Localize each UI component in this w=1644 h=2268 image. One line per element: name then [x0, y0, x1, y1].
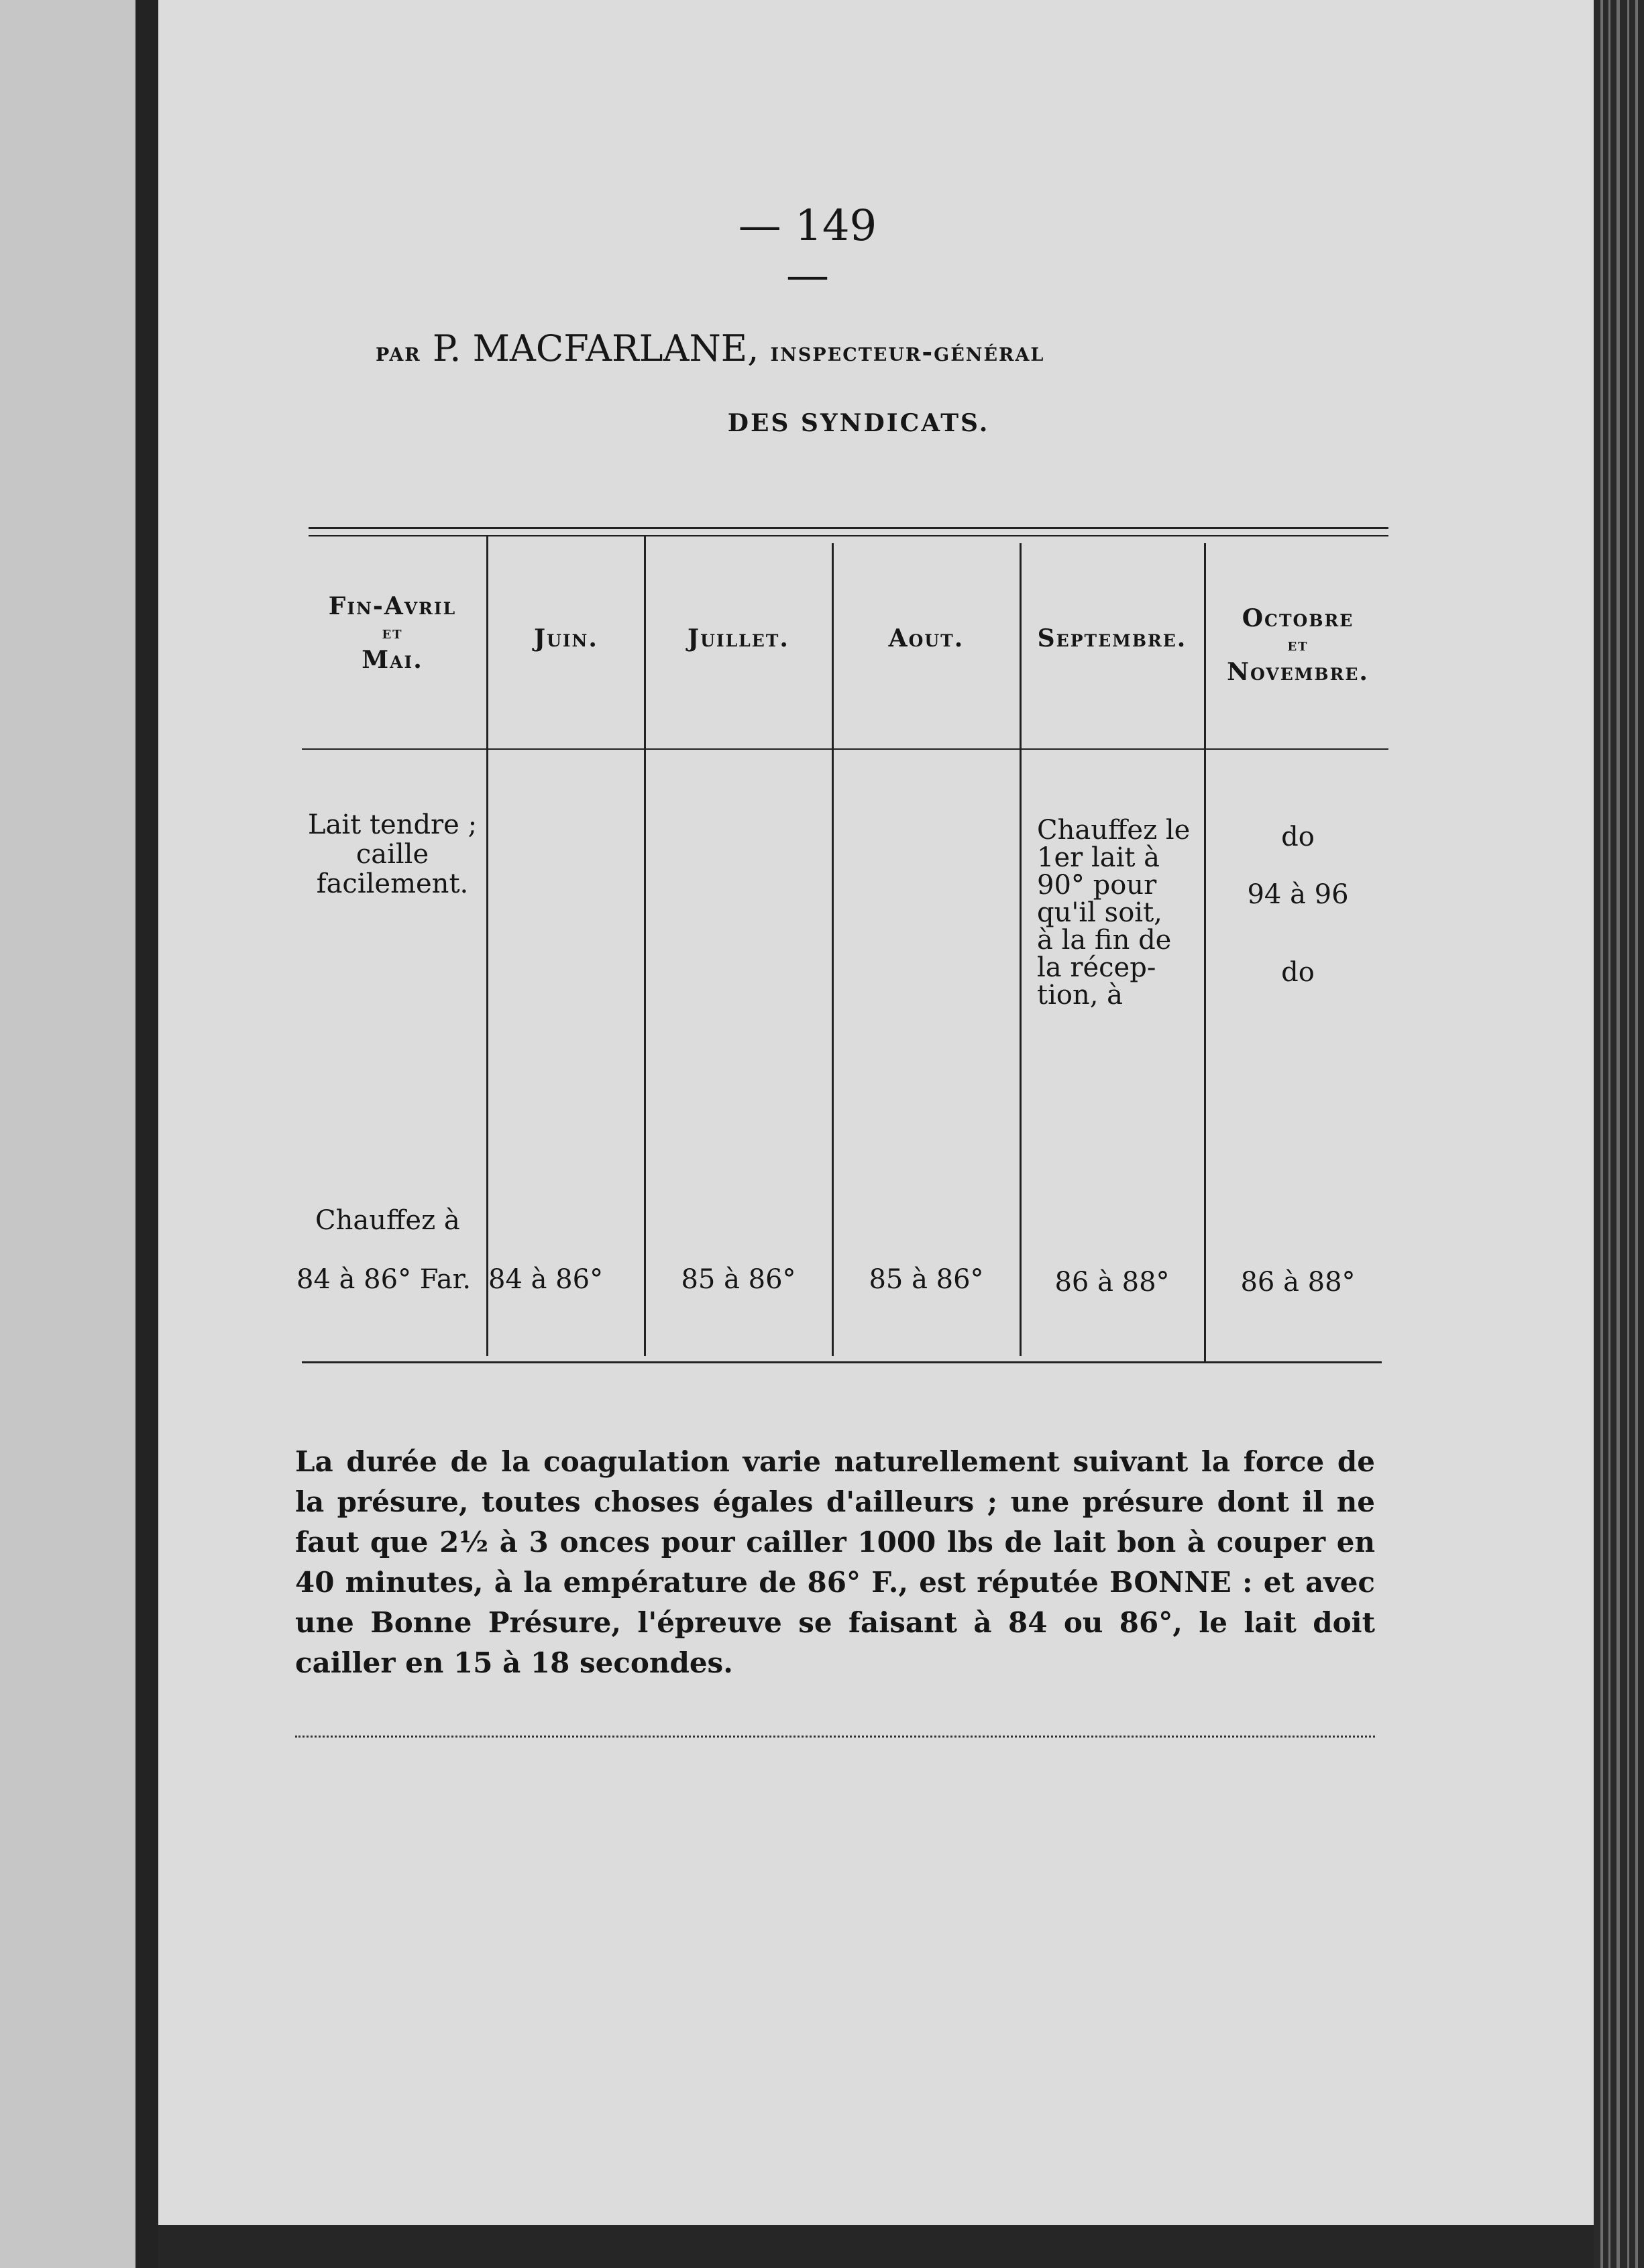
column-divider [644, 536, 646, 1356]
temperature-aout: 85 à 86° [869, 1264, 984, 1295]
temperature-septembre: 86 à 88° [1054, 1267, 1170, 1298]
column-divider [486, 536, 488, 1356]
coagulation-paragraph: La durée de la coagulation varie naturellement suivant la force de la présure, toutes choses égales d'ailleurs ; une présure dont il ne faut que 2½ à 3 onces pour cailler 1000 lbs de lait bon à couper en 40 minutes, à la empérature de 86° F., est réputée BONNE : et avec une Bonne Présure, l'épreuve se faisant à 84 ou 86°, le lait doit cailler en 15 à 18 secondes. [295, 1445, 1375, 1679]
oct-nov-value-94-96: 94 à 96 [1247, 879, 1349, 910]
page-number: — 149 — [738, 201, 877, 300]
left-page-edge [0, 0, 135, 2268]
bottom-rule [295, 1736, 1375, 1738]
row-label-lait-tendre: Lait tendre ; caille facilement. [307, 809, 478, 899]
temperature-oct-nov: 86 à 88° [1240, 1267, 1356, 1298]
header-fin-avril-mai: Fin-Avril et Mai. [328, 592, 457, 674]
table-top-rule [309, 527, 1388, 529]
subtitle: DES SYNDICATS. [727, 409, 990, 437]
book-gutter [135, 0, 158, 2268]
right-page-stack [1594, 0, 1644, 2268]
temperature-juillet: 85 à 86° [681, 1264, 796, 1295]
september-note: Chauffez le 1er lait à 90° pour qu'il soit, à la fin de la récep- tion, à [1037, 815, 1191, 1011]
header-rule [302, 748, 1388, 750]
temperature-fin-avril-mai: 84 à 86° Far. [296, 1264, 472, 1295]
column-divider [1020, 543, 1022, 1356]
header-octobre-novembre: Octobre et Novembre. [1227, 604, 1369, 686]
bottom-book-edge [158, 2225, 1594, 2268]
header-juillet: Juillet. [688, 624, 789, 653]
oct-nov-value-do: do [1281, 821, 1315, 852]
column-divider [832, 543, 834, 1356]
author-prefix: par [376, 337, 421, 367]
author-line [376, 327, 1315, 370]
chauffez-label: Chauffez à [315, 1205, 460, 1236]
table-top-rule-second [309, 535, 1388, 536]
temperature-juin: 84 à 86° [488, 1264, 604, 1295]
header-juin: Juin. [534, 624, 598, 653]
oct-nov-value-do: do [1281, 957, 1315, 988]
table-bottom-rule [302, 1361, 1382, 1363]
author-title: inspecteur-général [770, 337, 1045, 367]
author-name: P. MACFARLANE, [432, 327, 759, 370]
header-septembre: Septembre. [1037, 624, 1187, 653]
header-aout: Aout. [888, 624, 965, 653]
